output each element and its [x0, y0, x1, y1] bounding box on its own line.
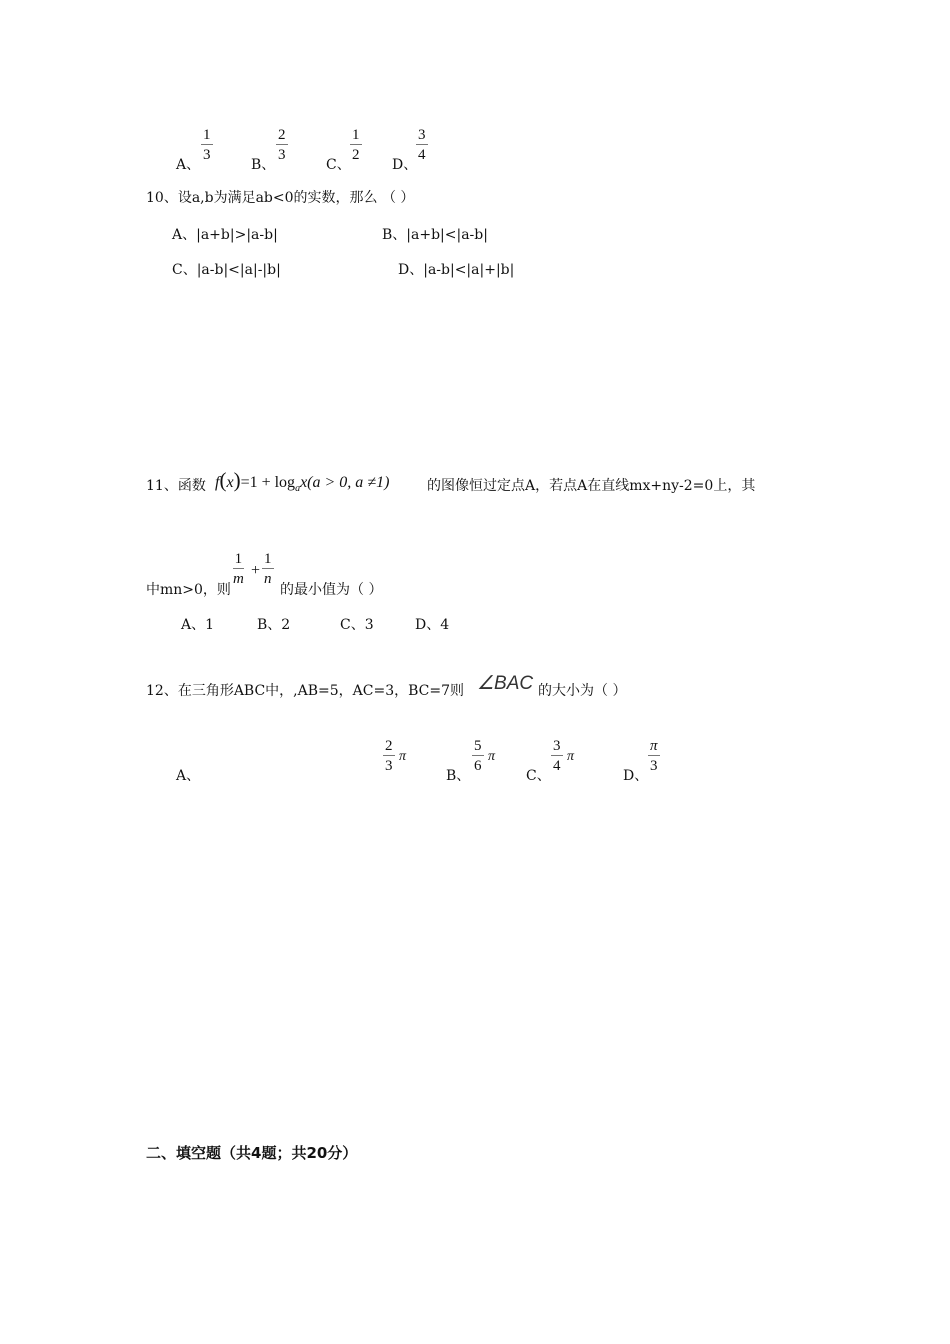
q12-option-b-fraction: $\frac{5}{6}$ — [474, 738, 482, 774]
q12-stem-suffix: 的大小为（ ） — [538, 683, 627, 699]
q12-option-d-label: D、 — [623, 768, 649, 784]
q11-plus-sign: + — [251, 562, 261, 579]
section-2-heading: 二、填空题（共4题；共20分） — [146, 1144, 358, 1162]
q12-stem-prefix: 12、在三角形ABC中，,AB=5，AC=3，BC=7则 — [146, 683, 465, 699]
q11-function-formula: $f(x)=1 + \log_ax(a > 0$, a ≠1) — [215, 468, 390, 495]
q11-prefix: 11、函数 — [146, 478, 206, 494]
q10-option-c: C、|a-b|<|a|-|b| — [172, 262, 281, 278]
q11-option-b: B、2 — [257, 617, 291, 633]
q10-option-d: D、|a-b|<|a|+|b| — [398, 262, 515, 278]
q12-option-b-label: B、 — [446, 768, 471, 784]
q10-stem: 10、设a,b为满足ab<0的实数，那么 （ ） — [146, 190, 415, 206]
q9-option-c-label: C、 — [326, 157, 351, 173]
q9-option-c-fraction: $\frac{1}{2}$ — [352, 127, 360, 163]
q9-option-a-label: A、 — [176, 157, 201, 173]
q11-fraction-1-over-m: $\frac{1}{m}$ — [233, 551, 244, 587]
q12-option-c-pi: π — [567, 749, 575, 764]
q11-suffix: 的图像恒过定点A，若点A在直线mx+ny-2=0上，其 — [427, 478, 756, 494]
q9-option-b-label: B、 — [251, 157, 276, 173]
q9-option-d-fraction: $\frac{3}{4}$ — [418, 127, 426, 163]
q12-angle-bac: ∠BAC — [477, 673, 534, 694]
q12-option-c-fraction: $\frac{3}{4}$ — [553, 738, 561, 774]
q12-option-a-pi: π — [399, 749, 407, 764]
q9-option-a-fraction: $\frac{1}{3}$ — [203, 127, 211, 163]
q11-fraction-1-over-n: $\frac{1}{n}$ — [264, 551, 272, 587]
q11-option-a: A、1 — [181, 617, 215, 633]
q9-option-b-fraction: $\frac{2}{3}$ — [278, 127, 286, 163]
q12-option-a-fraction: $\frac{2}{3}$ — [385, 738, 393, 774]
q10-option-a: A、|a+b|>|a-b| — [172, 227, 278, 243]
q11-option-c: C、3 — [340, 617, 374, 633]
q11-line2-prefix: 中mn>0，则 — [146, 582, 231, 598]
q11-option-d: D、4 — [415, 617, 450, 633]
q10-option-b: B、|a+b|<|a-b| — [382, 227, 488, 243]
q12-option-d-fraction: $\frac{\pi}{3}$ — [650, 738, 658, 774]
q12-option-a-label: A、 — [176, 768, 201, 784]
q12-option-b-pi: π — [488, 749, 496, 764]
q12-option-c-label: C、 — [526, 768, 551, 784]
q11-line2-suffix: 的最小值为（ ） — [280, 582, 383, 598]
q9-option-d-label: D、 — [392, 157, 418, 173]
